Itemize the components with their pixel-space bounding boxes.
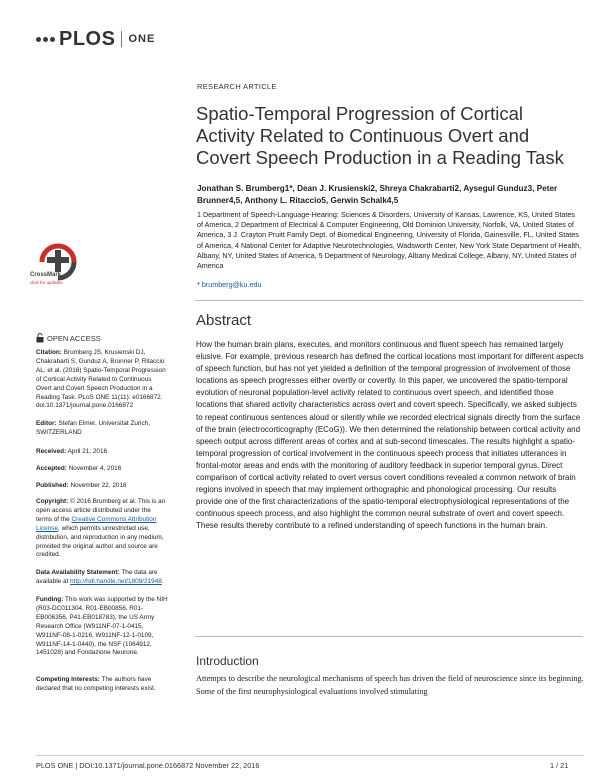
data-availability: Data Availability Statement: The data are available at http://hdl.handle.net/1808/21948. xyxy=(36,569,164,585)
copyright: Copyright: © 2016 Brumberg et al. This is an open access article distributed under the terms of the Creative Commons Attribution License, which permits unrestricted use, distribution, and reproduction in any medium, provided the original author and source are credited. xyxy=(36,498,166,559)
plos-one-logo xyxy=(36,27,155,51)
open-lock-icon xyxy=(36,333,44,343)
introduction-heading: Introduction xyxy=(196,654,259,668)
received-date: Received: April 21, 2016 xyxy=(36,448,108,455)
divider xyxy=(195,636,583,637)
open-access-badge xyxy=(36,333,101,343)
license-link[interactable]: Creative Commons Attribution License xyxy=(36,515,157,532)
published-date: Published: November 22, 2016 xyxy=(36,482,127,489)
citation: Citation: Brumberg JS, Krusienski DJ, Chakrabarti S, Gunduz A, Brunner P, Ritaccio AL, et al. (2016) Spatio-Temporal Progression of Cortical Activity Related to Continuous Overt and Covert Speech Production in a Reading Task. PLoS ONE 11(11): e0166872. doi:10.1371/journal.pone.0166872 xyxy=(36,349,166,410)
author-list: Jonathan S. Brumberg1*, Dean J. Krusienski2, Shreya Chakrabarti2, Aysegul Gunduz3, Peter Brunner4,5, Anthony L. Ritaccio5, Gerwin Schalk4,5 xyxy=(197,184,558,205)
abstract-text: How the human brain plans, executes, and monitors continuous and fluent speech has remained largely elusive. For example, previous research has defined the cortical locations most important for different aspects of speech function, but has not yet yielded a definition of the temporal progression of involvement of those locations as speech progresses either overtly or covertly. In this paper, we uncovered the spatio-temporal evolution of neuronal population-level activity related to continuous overt speech, and identified those locations that shared activity characteristics across overt and covert speech. Specifically, we asked subjects to repeat continuous sentences aloud or silently while we recorded electrical signals directly from the surface of the brain (electrocorticography (ECoG)). We then determined the relationship between cortical activity and speech output across different areas of cortex and at sub-second timescales. The results highlight a spatio-temporal progression of cortical involvement in the continuous speech process that initiates utterances in frontal-motor areas and ends with the monitoring of auditory feedback in superior temporal gyrus. Direct comparison of cortical activity related to overt versus covert conditions revealed a common network of brain regions involved in speech that may implement orthographic and phonological processing. Our results provide one of the first characterizations of the spatio-temporal electrophysiological representations of the continuous speech process, and also highlight the common neural substrate of overt and covert speech. These results thereby contribute to a refined understanding of speech functions in the human brain. xyxy=(196,340,584,531)
crossmark-label[interactable]: CrossMark xyxy=(30,272,62,278)
email-link[interactable]: brumberg@ku.edu xyxy=(201,280,262,289)
open-access-label: OPEN ACCESS xyxy=(47,333,101,343)
accepted-date: Accepted: November 4, 2016 xyxy=(36,465,122,472)
page-number: 1 / 21 xyxy=(550,761,569,770)
footer-rule xyxy=(36,755,584,756)
corresponding-email[interactable] xyxy=(197,280,261,289)
editor: Editor: Stefan Elmer, Universitat Zurich, SWITZERLAND xyxy=(36,420,151,436)
article-title: Spatio-Temporal Progression of Cortical Activity Related to Continuous Overt and Covert Speech Production in a Reading Task xyxy=(196,103,564,168)
divider xyxy=(195,300,583,301)
logo-section: ONE xyxy=(128,33,156,45)
article-type: RESEARCH ARTICLE xyxy=(197,82,277,91)
funding: Funding: This work was supported by the NIH (R03-DC011304, R01-EB00856, R01-EB006356, P41-EB018783), the US Army Research Office (W911NF-07-1-0415, W911NF-08-1-0216, W911NF-12-1-0109, W911NF-14-1-0440), the NSF (1064912, 1451028) and Fondazione Neurone. xyxy=(36,596,168,657)
affiliations: 1 Department of Speech-Language-Hearing: Sciences & Disorders, University of Kansas, Lawrence, KS, United States of America, 2 Department of Electrical & Computer Engineering, Old Dominion University, Norfolk, VA, United States of America, 3 J. Crayton Pruitt Family Dept. of Biomedical Engineering, University of Florida, Gainesville, FL, United States of America, 4 National Center for Adaptive Neurotechnologies, Wadsworth Center, New York State Department of Health, Albany, NY, United States of America, 5 Department of Neurology, Albany Medical College, Albany, NY, United States of America xyxy=(197,210,582,271)
email-star: * xyxy=(197,280,200,289)
logo-dots-icon xyxy=(36,37,55,42)
abstract-heading: Abstract xyxy=(196,312,252,329)
footer-citation: PLOS ONE | DOI:10.1371/journal.pone.0166872 November 22, 2016 xyxy=(36,761,260,770)
data-link[interactable]: http://hdl.handle.net/1808/21948 xyxy=(70,577,162,585)
introduction-text: Attempts to describe the neurological mechanisms of speech has driven the field of neuroscience since its beginning. Some of the first neurophysiological evaluations involved stimulating xyxy=(196,674,584,696)
crossmark-sub[interactable]: click for updates xyxy=(30,280,63,285)
logo-brand: PLOS xyxy=(59,27,116,50)
competing-interests: Competing Interests: The authors have declared that no competing interests exist. xyxy=(36,676,156,692)
